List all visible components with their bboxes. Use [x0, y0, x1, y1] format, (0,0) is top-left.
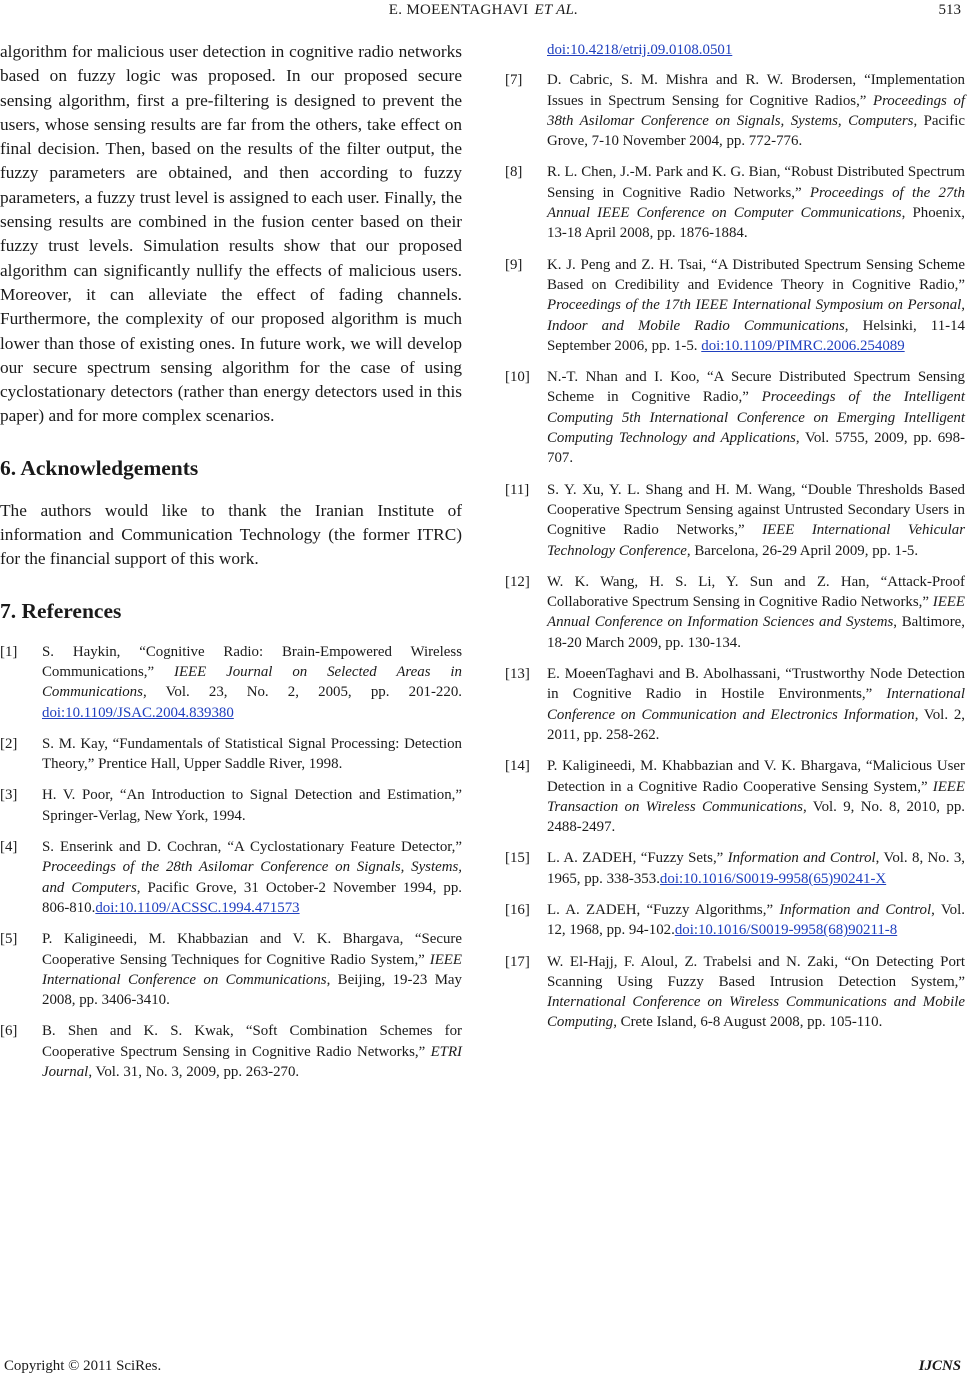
reference-details: , Vol. 5755, 2009, pp. 698-707. [547, 430, 965, 467]
reference-item [505, 480, 965, 561]
reference-venue: Proceedings of the 28th Asilomar Conference on Signals, Systems, and Computers [42, 859, 462, 896]
reference-venue: Proceedings of the Intelligent Computing 5th International Conference on Emerging Intelligent Computing Technology and Applications [547, 389, 965, 447]
header-et-al: ET AL. [534, 2, 579, 18]
right-column [505, 40, 965, 1044]
reference-details: , Vol. 8, No. 3, 1965, pp. 338-353. [547, 850, 965, 887]
doi-link[interactable]: doi:10.4218/etrij.09.0108.0501 [547, 42, 733, 58]
reference-number: [11] [505, 481, 530, 498]
reference-details: , Vol. 9, No. 8, 2010, pp. 2488-2497. [547, 798, 965, 836]
reference-item [505, 952, 965, 1033]
reference-venue: IEEE International Conference on Communications [42, 951, 462, 988]
reference-details: , Vol. 31, No. 3, 2009, pp. 263-270. [88, 1063, 300, 1080]
header-authors: E. MOEENTAGHAVI [388, 2, 529, 18]
reference-venue: ETRI Journal [42, 1043, 462, 1080]
running-header [0, 0, 967, 26]
reference-text: B. Shen and K. S. Kwak, “Soft Combination Schemes for Cooperative Spectrum Sensing in Cognitive Radio Networks,” [42, 1023, 462, 1060]
reference-item [505, 367, 965, 468]
reference-number: [13] [505, 666, 530, 683]
reference-text: W. K. Wang, H. S. Li, Y. Sun and Z. Han, “Attack-Proof Collaborative Spectrum Sensing in Cognitive Radio Networks,” [547, 573, 965, 611]
reference-number: [1] [0, 643, 18, 660]
reference-number: [8] [505, 164, 523, 181]
conclusion-paragraph: algorithm for malicious user detection in cognitive radio networks based on fuzzy logic was proposed. In our proposed secure sensing algorithm, first a pre-filtering is designed to prevent the users, whose sensing results are far from the others, take effect on final decision. Then, based on the results of the filter output, the fuzzy parameters are obtained, and then according to fuzzy parameters, a fuzzy trust level is assigned to each user. Finally, the sensing results are combined in the fusion center based on their fuzzy trust levels. Simulation results show that our proposed algorithm can significantly nullify the effects of malicious users. Moreover, it can alleviate the effect of fading channels. Furthermore, the complexity of our proposed algorithm is much lower than those of existing ones. In future work, we will develop our secure spectrum sensing algorithm for the case of using cyclostationary detectors (rather than energy detectors used in this paper) and for more complex scenarios. [0, 42, 462, 426]
reference-details: , Vol. 2, 2011, pp. 258-262. [547, 706, 965, 743]
reference-number: [2] [0, 735, 18, 752]
references-heading: 7. References [0, 598, 122, 623]
reference-details: , Beijing, 19-23 May 2008, pp. 3406-3410. [42, 971, 462, 1009]
reference-text: E. MoeenTaghavi and B. Abolhassani, “Trustworthy Node Detection in Cognitive Radio in Hostile Environments,” [547, 666, 965, 703]
reference-number: [6] [0, 1023, 18, 1040]
doi-link[interactable]: doi:10.1016/S0019-9958(68)90211-8 [674, 922, 898, 939]
reference-text: S. Enserink and D. Cochran, “A Cyclostationary Feature Detector,” [42, 839, 462, 856]
reference-details: , Pacific Grove, 31 October-2 November 1994, pp. 806-810. [42, 879, 462, 916]
reference-text: S. M. Kay, “Fundamentals of Statistical Signal Processing: Detection Theory,” Prentice Hall, Upper Saddle River, 1998. [42, 735, 462, 773]
reference-number: [16] [505, 901, 530, 918]
reference-venue: Proceedings of the 17th IEEE International Symposium on Personal, Indoor and Mobile Radio Communications [547, 297, 965, 334]
reference-details: , Phoenix, 13-18 April 2008, pp. 1876-1884. [547, 205, 966, 242]
reference-number: [14] [505, 758, 530, 775]
page-number: 513 [938, 2, 961, 18]
reference-text: R. L. Chen, J.-M. Park and K. G. Bian, “Robust Distributed Spectrum Sensing in Cognitive Radio Networks,” [547, 164, 965, 201]
reference-text: P. Kaligineedi, M. Khabbazian and V. K. Bhargava, “Secure Cooperative Sensing Techniques for Cognitive Radio System,” [42, 931, 462, 968]
reference-text: K. J. Peng and Z. H. Tsai, “A Distributed Spectrum Sensing Scheme Based on Credibility and Evidence Theory in Cognitive Radio,” [547, 256, 965, 293]
reference-number: [9] [505, 256, 523, 273]
reference-list-left [0, 642, 462, 1083]
reference-text: W. El-Hajj, F. Aloul, Z. Trabelsi and N. Zaki, “On Detecting Port Scanning Using Fuzzy Based Intrusion Detection System,” [547, 953, 965, 990]
copyright-notice: Copyright © 2011 SciRes. [4, 1358, 162, 1374]
reference-number: [17] [505, 953, 530, 970]
running-header-authors [0, 2, 967, 19]
reference-text: D. Cabric, S. M. Mishra and R. W. Brodersen, “Implementation Issues in Spectrum Sensing for Cognitive Radios,” [547, 72, 965, 109]
reference-details: , Baltimore, 18-20 March 2009, pp. 130-134. [547, 614, 965, 651]
reference-item [0, 785, 462, 826]
reference-number: [5] [0, 931, 18, 948]
reference-item [505, 900, 965, 941]
reference-text: S. Y. Xu, Y. L. Shang and H. M. Wang, “Double Thresholds Based Cooperative Spectrum Sensing against Untrusted Secondary Users in Cognitive Radio Networks,” [547, 481, 965, 539]
doi-link[interactable]: doi:10.1109/JSAC.2004.839380 [42, 704, 234, 721]
page-footer [0, 1358, 967, 1378]
reference-number: [15] [505, 850, 530, 867]
reference-item [0, 734, 462, 775]
doi-link[interactable]: doi:10.1109/ACSSC.1994.471573 [95, 899, 300, 916]
left-column [0, 40, 462, 1093]
acknowledgements-heading: 6. Acknowledgements [0, 455, 199, 480]
reference-venue: Proceedings of the 27th Annual IEEE Conference on Computer Communications [547, 184, 966, 222]
acknowledgements-paragraph: The authors would like to thank the Iranian Institute of information and Communication Technology (the former ITRC) for the financial support of this work. [0, 500, 462, 569]
reference-list-right [505, 70, 965, 1032]
reference-venue: International Conference on Communication and Electronics Information [547, 686, 965, 723]
reference-item [505, 162, 965, 243]
reference-item [0, 837, 462, 918]
doi-link[interactable]: doi:10.1016/S0019-9958(65)90241-X [659, 870, 887, 887]
reference-venue: Information and Control [727, 850, 876, 867]
reference-number: [7] [505, 72, 523, 89]
reference-number: [10] [505, 369, 530, 386]
reference-details: , Pacific Grove, 7-10 November 2004, pp. 772-776. [547, 112, 965, 150]
reference-venue: Proceedings of 38th Asilomar Conference on Signals, Systems, Computers [547, 92, 965, 129]
reference-text: S. Haykin, “Cognitive Radio: Brain-Empowered Wireless Communications,” [42, 643, 462, 680]
reference-item [505, 848, 965, 889]
reference-details: , Vol. 12, 1968, pp. 94-102. [547, 901, 965, 939]
reference-item [505, 255, 965, 356]
reference-text: N.-T. Nhan and I. Koo, “A Secure Distributed Spectrum Sensing Scheme in Cognitive Radio,” [547, 369, 965, 406]
reference-item [505, 572, 965, 653]
reference-text: H. V. Poor, “An Introduction to Signal Detection and Estimation,” Springer-Verlag, New York, 1994. [42, 787, 462, 824]
reference-details: , Crete Island, 6-8 August 2008, pp. 105-110. [613, 1014, 883, 1031]
reference-item [0, 642, 462, 723]
reference-venue: IEEE Transaction on Wireless Communications [547, 778, 965, 815]
reference-item [505, 70, 965, 151]
journal-name: IJCNS [918, 1358, 961, 1374]
reference-venue: IEEE Journal on Selected Areas in Communications [42, 663, 462, 701]
reference-item [505, 664, 965, 745]
reference-item [505, 756, 965, 837]
reference-number: [12] [505, 573, 530, 590]
continued-doi [505, 40, 965, 60]
reference-item [0, 1021, 462, 1082]
reference-text: L. A. ZADEH, “Fuzzy Sets,” [547, 850, 728, 867]
reference-details: , Helsinki, 11-14 September 2006, pp. 1-5. [547, 317, 965, 354]
reference-details: , Vol. 23, No. 2, 2005, pp. 201-220. [142, 684, 462, 701]
reference-number: [4] [0, 839, 18, 856]
reference-text: L. A. ZADEH, “Fuzzy Algorithms,” [547, 901, 780, 918]
reference-text: P. Kaligineedi, M. Khabbazian and V. K. Bhargava, “Malicious User Detection in a Cognitive Radio Cooperative Sensing System,” [547, 758, 965, 795]
reference-item [0, 929, 462, 1010]
reference-venue: International Conference on Wireless Communications and Mobile Computing [547, 994, 965, 1031]
reference-number: [3] [0, 787, 18, 804]
reference-venue: IEEE International Vehicular Technology Conference [547, 522, 966, 559]
reference-venue: Information and Control [779, 901, 932, 918]
reference-venue: IEEE Annual Conference on Information Sciences and Systems [547, 594, 965, 631]
doi-link[interactable]: doi:10.1109/PIMRC.2006.254089 [701, 337, 905, 354]
reference-details: , Barcelona, 26-29 April 2009, pp. 1-5. [686, 542, 919, 559]
